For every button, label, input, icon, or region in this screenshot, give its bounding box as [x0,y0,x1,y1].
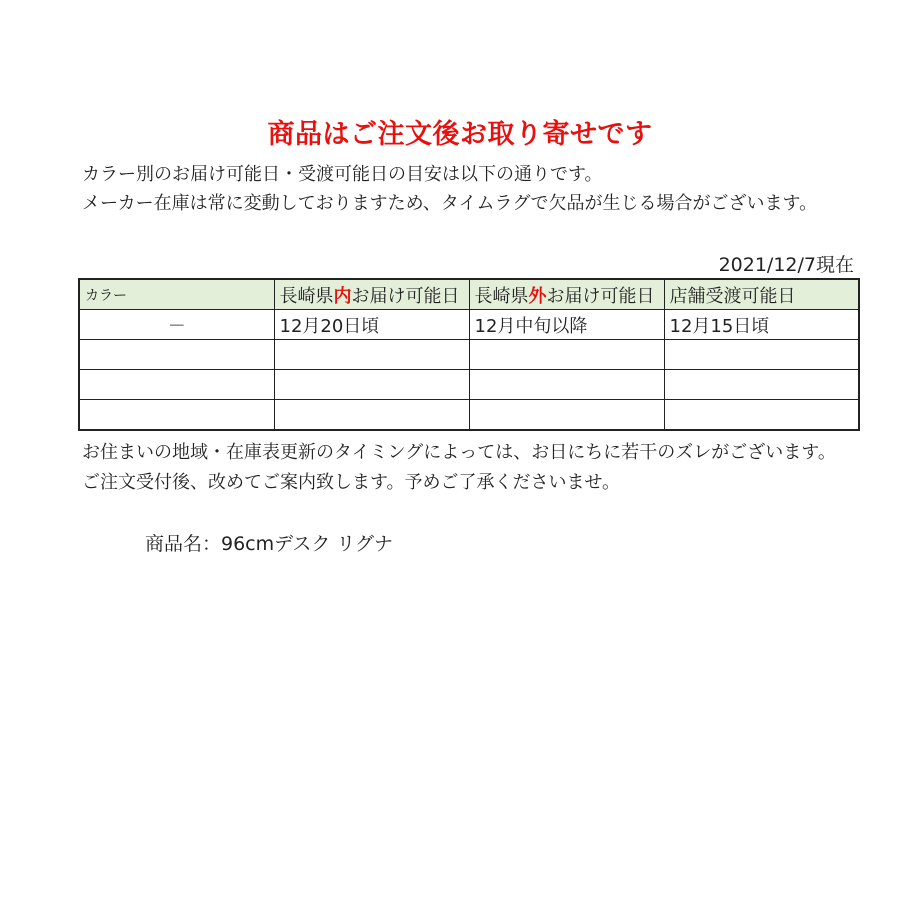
cell-inside [274,400,469,431]
cell-inside [274,370,469,400]
intro-line-1: カラー別のお届け可能日・受渡可能日の目安は以下の通りです。 [82,164,603,185]
header-outside-delivery [469,279,664,310]
page-title: 商品はご注文後お取り寄せです [267,119,653,150]
header-color: カラー [79,279,274,310]
as-of-date: 2021/12/7現在 [718,254,854,276]
header-inside-prefix: 長崎県 [279,285,334,307]
cell-color: － [79,310,274,340]
cell-store [664,370,859,400]
table-row [79,400,859,431]
note-line-1: お住まいの地域・在庫表更新のタイミングによっては、お日にちに若干のズレがございます。 [82,442,836,463]
header-inside-emph: 内 [333,285,352,307]
cell-color [79,340,274,370]
header-store-pickup: 店舗受渡可能日 [664,279,859,310]
table-row [79,340,859,370]
table-header-row [79,279,859,310]
note-line-2: ご注文受付後、改めてご案内致します。予めご了承くださいませ。 [82,472,621,493]
table-row [79,370,859,400]
header-outside-prefix: 長崎県 [474,285,529,307]
header-outside-emph: 外 [528,285,547,307]
cell-store [664,340,859,370]
cell-outside: 12月中旬以降 [469,310,664,340]
header-inside-suffix: お届け可能日 [351,285,460,307]
intro-line-2: メーカー在庫は常に変動しておりますため、タイムラグで欠品が生じる場合がございます。 [82,193,818,214]
cell-inside: 12月20日頃 [274,310,469,340]
table-row [79,310,859,340]
cell-outside [469,340,664,370]
cell-store: 12月15日頃 [664,310,859,340]
cell-outside [469,400,664,431]
product-name: 商品名：96cmデスク リグナ [145,533,394,555]
delivery-table [78,278,860,431]
cell-store [664,400,859,431]
cell-color [79,400,274,431]
cell-inside [274,340,469,370]
cell-color [79,370,274,400]
cell-outside [469,370,664,400]
header-outside-suffix: お届け可能日 [546,285,655,307]
header-inside-delivery [274,279,469,310]
